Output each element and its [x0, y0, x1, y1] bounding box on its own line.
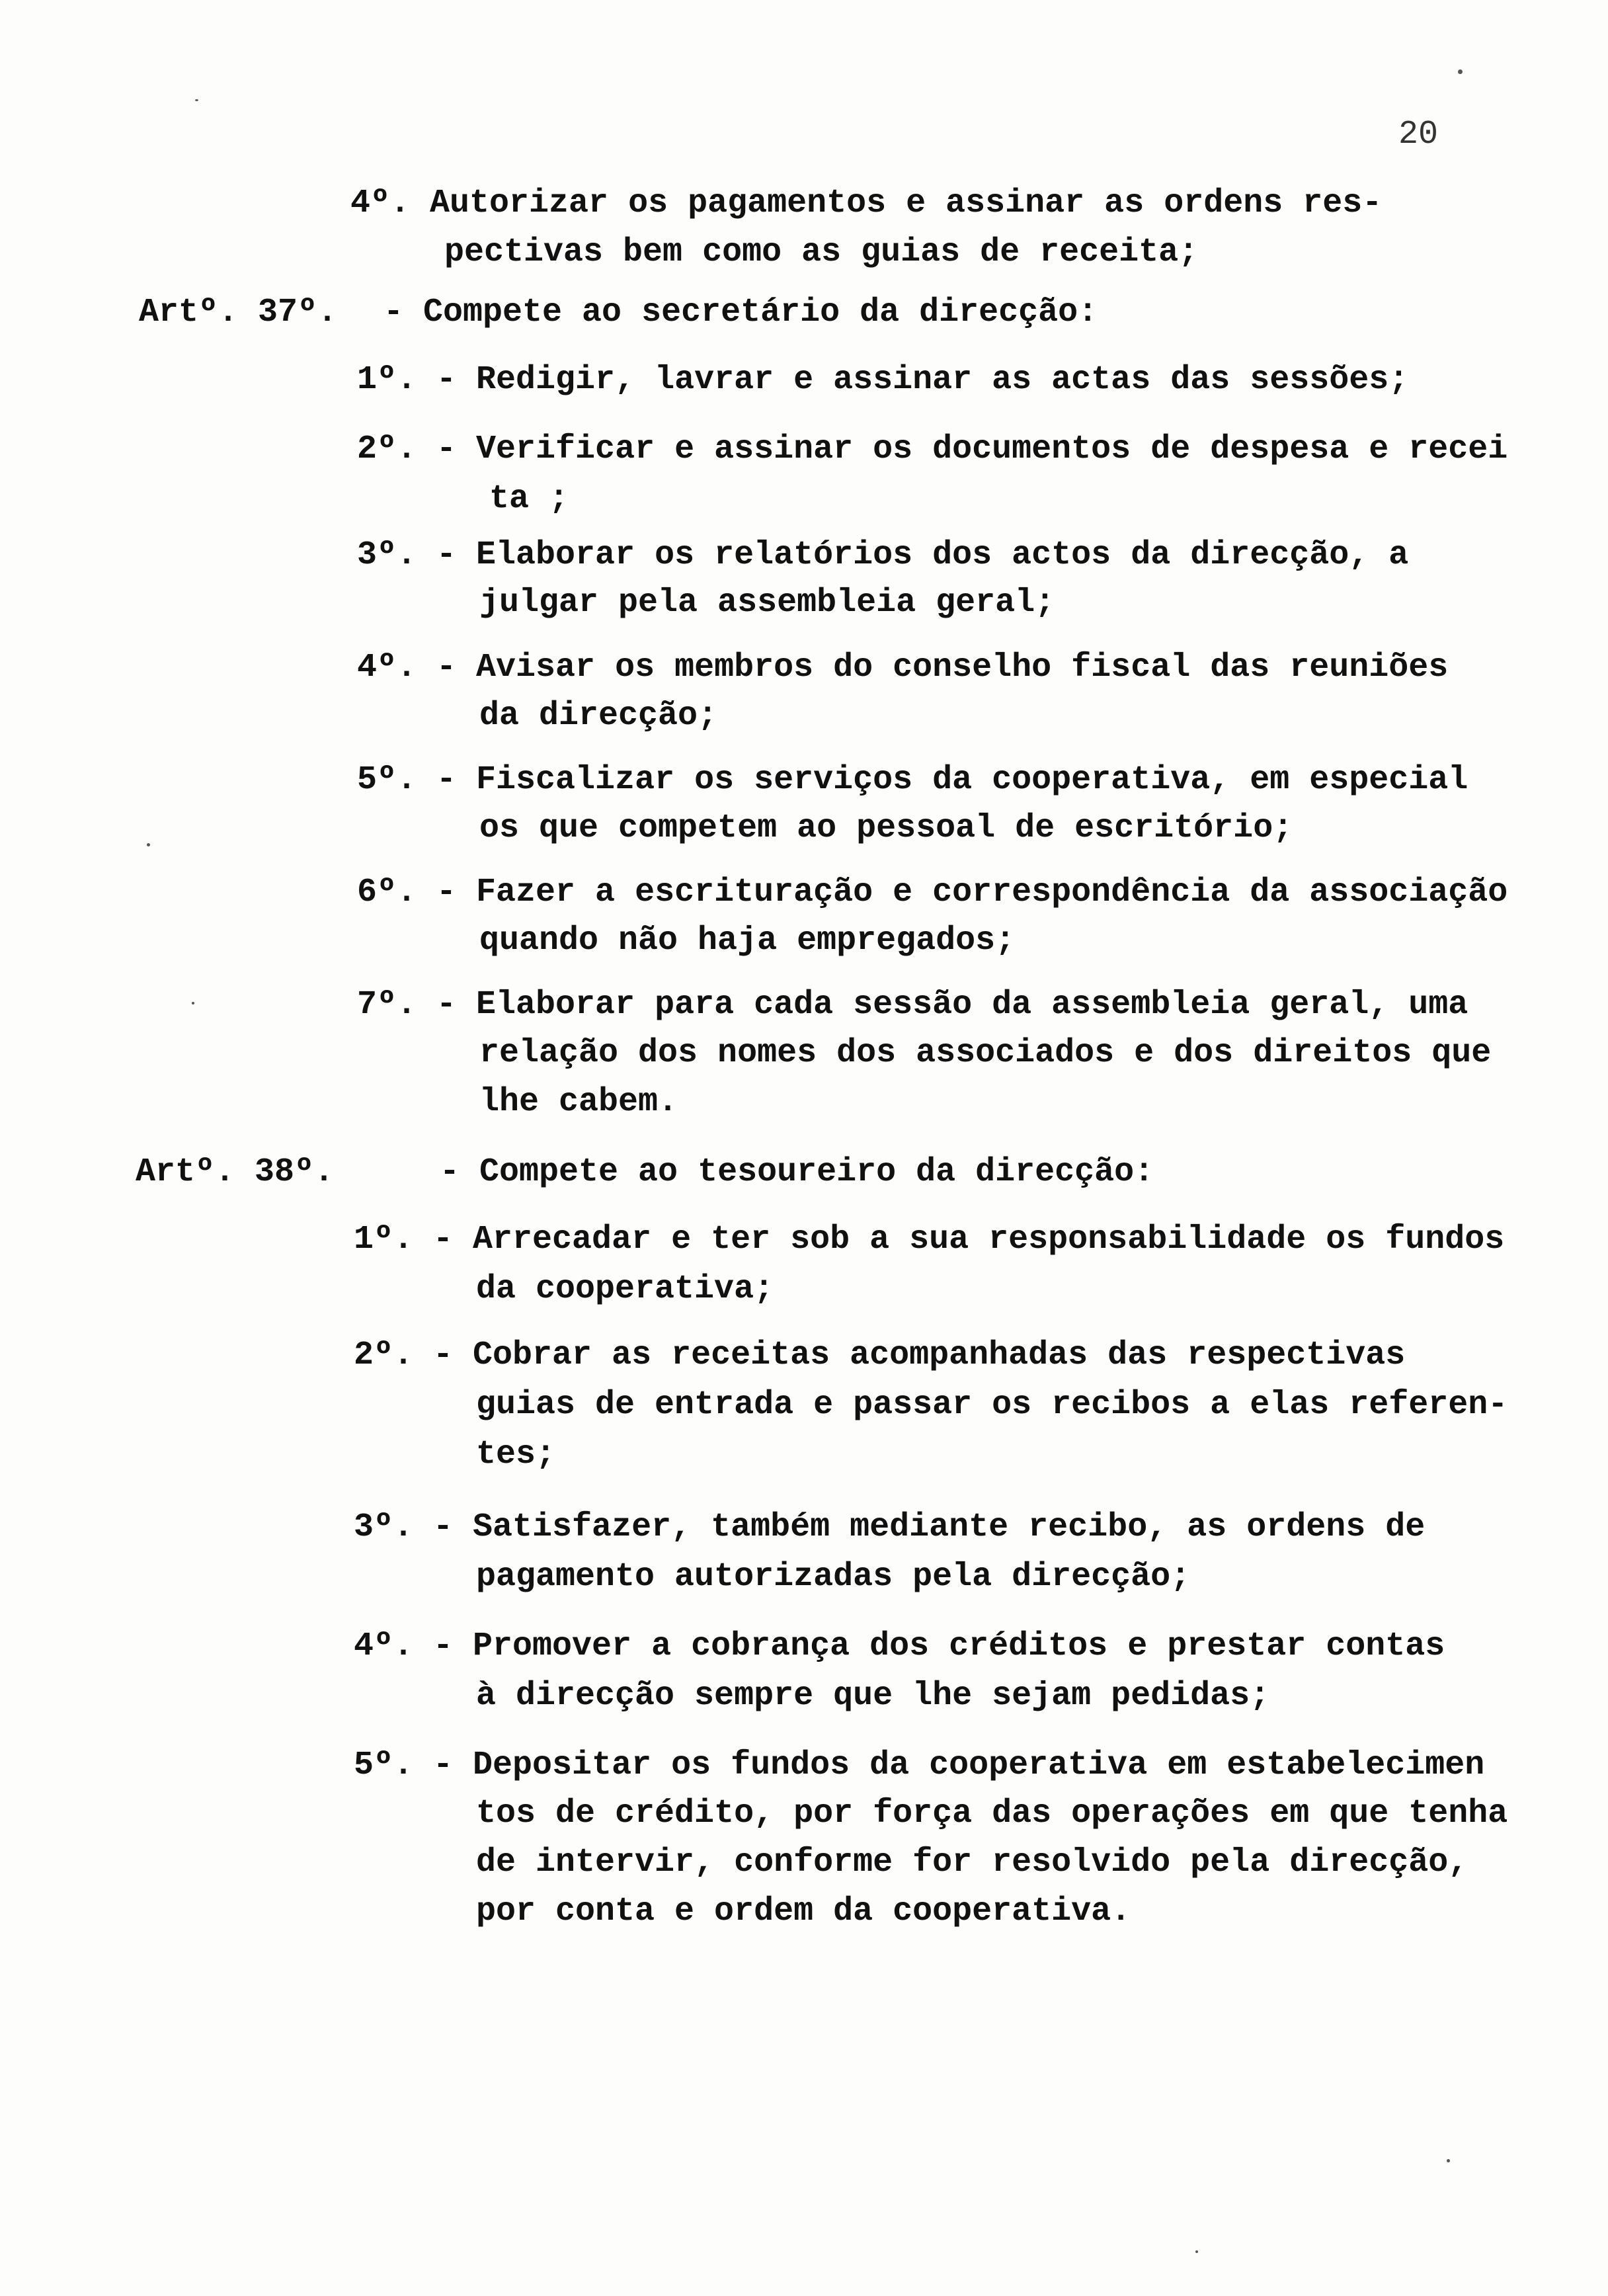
article-heading: Artº. 37º. [139, 294, 338, 331]
text-line: guias de entrada e passar os recibos a elas referen- [476, 1386, 1508, 1424]
text-line: 5º. - Fiscalizar os serviços da cooperativa, em especial [357, 761, 1468, 799]
text-line: de intervir, conforme for resolvido pela direcção, [476, 1844, 1468, 1881]
article-intro: - Compete ao secretário da direcção: [383, 294, 1098, 331]
text-line: pectivas bem como as guias de receita; [444, 233, 1199, 271]
text-line: tos de crédito, por força das operações em que tenha [476, 1795, 1508, 1832]
text-line: 1º. - Redigir, lavrar e assinar as actas das sessões; [357, 361, 1409, 399]
text-line: 4º. Autorizar os pagamentos e assinar as ordens res- [350, 184, 1383, 222]
text-line: à direcção sempre que lhe sejam pedidas; [476, 1677, 1270, 1715]
article-heading: Artº. 38º. [136, 1153, 335, 1191]
page-number: 20 [1398, 116, 1439, 153]
text-line: 3º. - Satisfazer, também mediante recibo, as ordens de [354, 1508, 1426, 1546]
scan-speck [195, 99, 198, 101]
scan-speck [192, 1002, 194, 1004]
text-line: lhe cabem. [479, 1083, 678, 1121]
text-line: relação dos nomes dos associados e dos direitos que [479, 1034, 1492, 1072]
text-line: 3º. - Elaborar os relatórios dos actos da direcção, a [357, 536, 1409, 574]
text-line: julgar pela assembleia geral; [479, 584, 1055, 622]
text-line: tes; [476, 1436, 556, 1473]
text-line: da direcção; [479, 697, 718, 735]
text-line: os que competem ao pessoal de escritório; [479, 809, 1293, 847]
text-line: 4º. - Promover a cobrança dos créditos e prestar contas [354, 1627, 1445, 1665]
scan-speck [1447, 2159, 1450, 2162]
text-line: da cooperativa; [476, 1270, 774, 1308]
text-line: 1º. - Arrecadar e ter sob a sua responsabilidade os fundos [354, 1221, 1505, 1258]
text-line: 2º. - Cobrar as receitas acompanhadas das respectivas [354, 1336, 1406, 1374]
scan-speck [1195, 2250, 1198, 2253]
text-line: 6º. - Fazer a escrituração e correspondência da associação [357, 874, 1508, 911]
text-line: 5º. - Depositar os fundos da cooperativa em estabelecimen [354, 1746, 1485, 1784]
scan-speck [147, 843, 150, 846]
text-line: por conta e ordem da cooperativa. [476, 1893, 1131, 1930]
text-line: pagamento autorizadas pela direcção; [476, 1558, 1191, 1596]
scan-speck [1458, 69, 1463, 74]
text-line: 4º. - Avisar os membros do conselho fiscal das reuniões [357, 649, 1449, 686]
article-intro: - Compete ao tesoureiro da direcção: [440, 1153, 1154, 1191]
text-line: 2º. - Verificar e assinar os documentos de despesa e recei [357, 430, 1508, 468]
text-line: 7º. - Elaborar para cada sessão da assembleia geral, uma [357, 986, 1468, 1024]
text-line: ta ; [489, 480, 569, 518]
text-line: quando não haja empregados; [479, 922, 1016, 960]
